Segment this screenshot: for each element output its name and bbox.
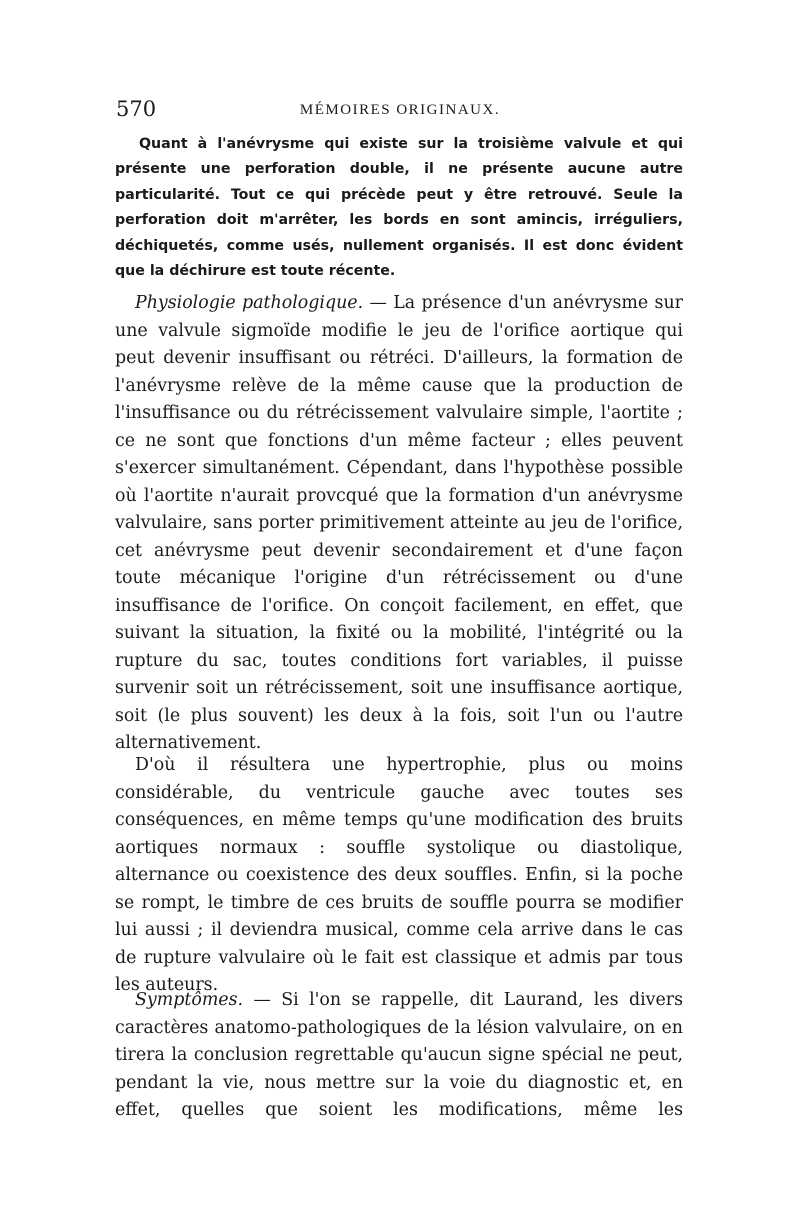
paragraph-symptomes-text: — Si l'on se rappelle, dit Laurand, les divers caractères anatomo-pathologiques de la lésion valvulaire, on en tirera la conclusion regrettable qu'aucun signe spécial ne peut, pendant la vie, nous mettre sur la voie du diagnostic et, en effet, quelles que soient les modifications, même les	[115, 990, 683, 1120]
section-heading-symptomes: Symptômes.	[135, 990, 244, 1010]
paragraph-symptomes	[115, 987, 683, 1125]
paragraph-hypertrophie: D'où il résultera une hypertrophie, plus ou moins considérable, du ventricule gauche avec toutes ses conséquences, en même temps qu'une modification des bruits aortiques normaux : souffle systolique ou diastolique, alternance ou coexistence des deux souffles. Enfin, si la poche se rompt, le timbre de ces bruits de souffle pourra se modifier lui aussi ; il deviendra musical, comme cela arrive dans le cas de rupture valvulaire où le fait est classique et admis par tous les auteurs.	[115, 755, 683, 995]
running-title: MÉMOIRES ORIGINAUX.	[299, 102, 501, 118]
paragraph-physiologie-text: — La présence d'un anévrysme sur une valvule sigmoïde modifie le jeu de l'orifice aortique qui peut devenir insuffisant ou rétréci. D'ailleurs, la formation de l'anévrysme relève de la même cause que la production de l'insuffisance ou du rétrécissement valvulaire simple, l'aortite ; ce ne sont que fonctions d'un même facteur ; elles peuvent s'exercer simultanément. Cépendant, dans l'hypothèse possible où l'aortite n'aurait provcqué que la formation d'un anévrysme valvulaire, sans porter primitivement atteinte au jeu de l'orifice, cet anévrysme peut devenir secondairement et d'une façon toute mécanique l'origine d'un rétrécissement ou d'une insuffisance de l'orifice. On conçoit facilement, en effet, que suivant la situation, la fixité ou la mobilité, l'intégrité ou la rupture du sac, toutes conditions fort variables, il puisse survenir soit un rétrécissement, soit une insuffisance aortique, soit (le plus souvent) les deux à la fois, soit l'un ou l'autre alternativement.	[115, 293, 683, 753]
page-number: 570	[116, 97, 157, 121]
page-header	[116, 96, 684, 122]
section-heading-physiologie: Physiologie pathologique.	[135, 293, 364, 313]
paragraph-physiologie	[115, 290, 683, 758]
paragraph-aneurysm-third-valve: Quant à l'anévrysme qui existe sur la troisième valvule et qui présente une perforation double, il ne présente aucune autre particularité. Tout ce qui précède peut y être retrouvé. Seule la perforation doit m'arrêter, les bords en sont amincis, irréguliers, déchiquetés, comme usés, nullement organisés. Il est donc évident que la déchirure est toute récente.	[115, 136, 683, 280]
